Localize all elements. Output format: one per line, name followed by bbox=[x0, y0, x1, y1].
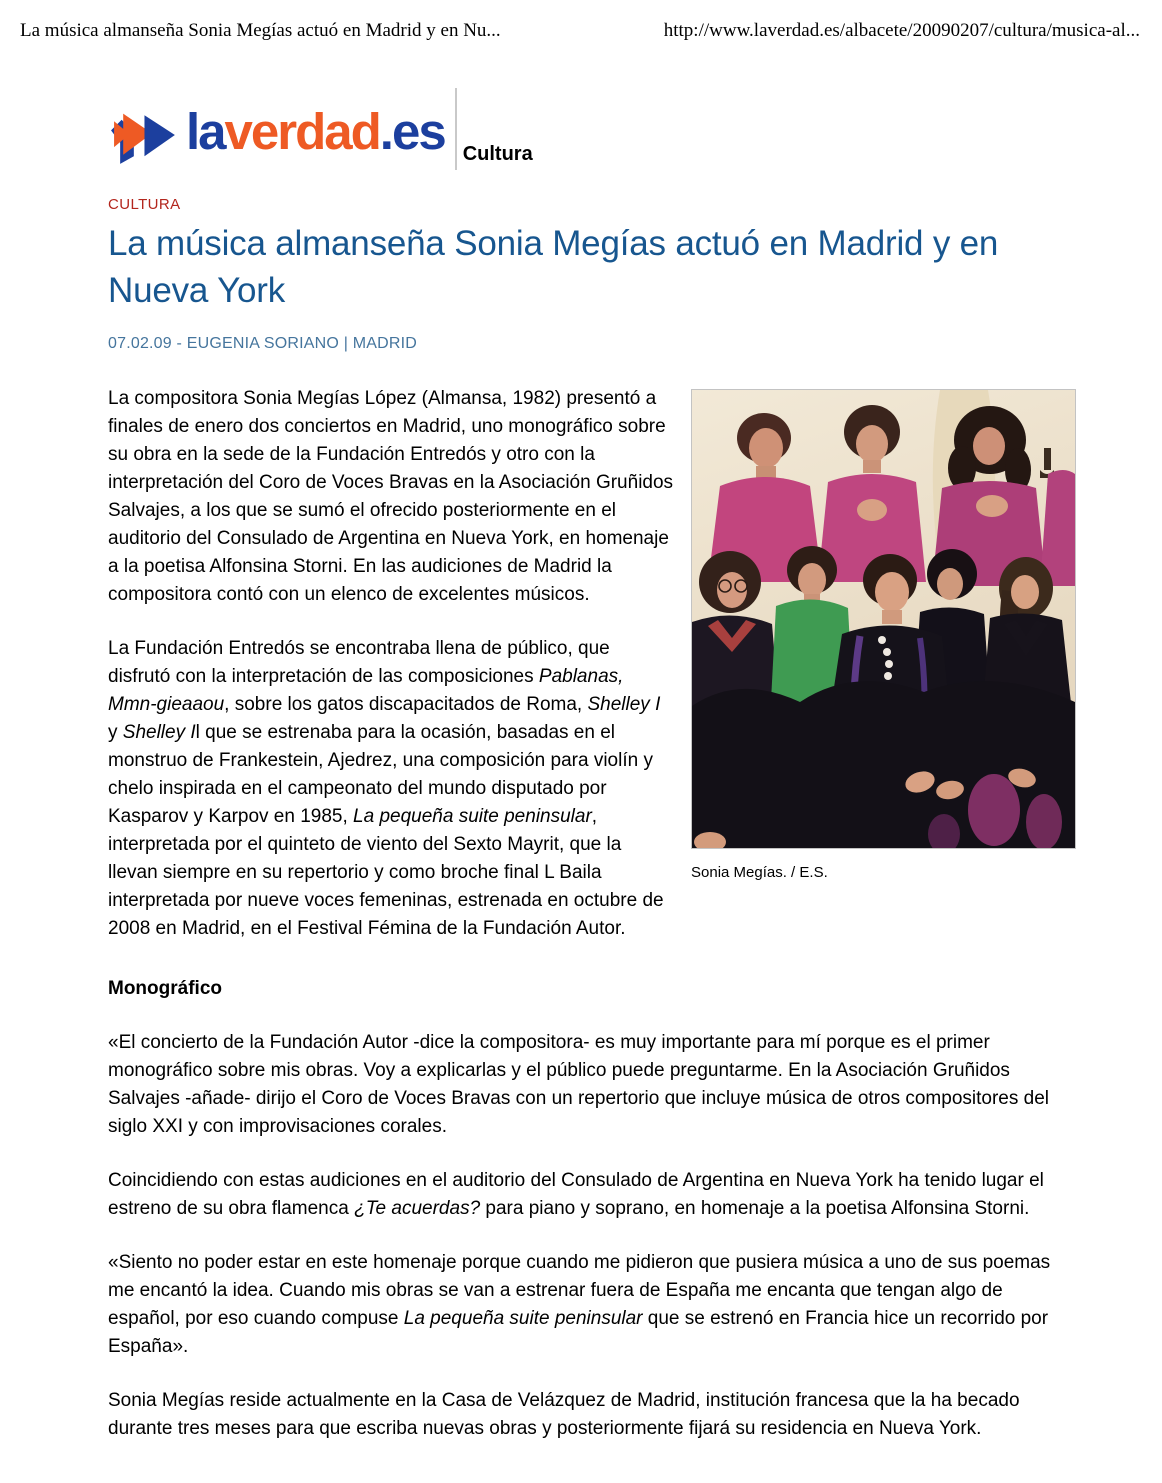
article-photo bbox=[691, 389, 1076, 849]
article-body bbox=[108, 385, 1076, 1443]
laverdad-arrows-icon bbox=[108, 100, 184, 170]
article-paragraph-3: «El concierto de la Fundación Autor -dice la compositora- es muy importante para mí porque es el primer monográfico sobre mis obras. Voy a explicarlas y el público puede preguntarme. En la Asociación Gruñidos Salvajes -añade- dirijo el Coro de Voces Bravas con un repertorio que incluye música de otros compositores del siglo XXI y con improvisaciones corales. bbox=[108, 1031, 1049, 1137]
article-paragraph-5: «Siento no poder estar en este homenaje porque cuando me pidieron que pusiera música a uno de sus poemas me encantó la idea. Cuando mis obras se van a estrenar fuera de España me encanta que tengan algo de español, por eso cuando compuse La pequeña suite peninsular que se estrenó en Francia hice un recorrido por España». bbox=[108, 1251, 1051, 1357]
article-kicker[interactable]: CULTURA bbox=[108, 196, 181, 213]
logo-dot: . bbox=[379, 102, 392, 160]
masthead-section-label[interactable]: Cultura bbox=[462, 143, 533, 165]
laverdad-logo[interactable] bbox=[108, 100, 445, 170]
masthead bbox=[108, 88, 1162, 170]
article-paragraph-1: La compositora Sonia Megías López (Almansa, 1982) presentó a finales de enero dos conciertos en Madrid, uno monográfico sobre su obra en la sede de la Fundación Entredós y otro con la interpretación del Coro de Voces Bravas en la Asociación Gruñidos Salvajes, a los que se sumó el ofrecido posteriormente en el auditorio del Consulado de Argentina en Nueva York, en homenaje a la poetisa Alfonsina Storni. En las audiciones de Madrid la compositora contó con un elenco de excelentes músicos. bbox=[108, 387, 674, 605]
laverdad-logo-text bbox=[186, 102, 445, 165]
article-title: La música almanseña Sonia Megías actuó en Madrid y en Nueva York bbox=[108, 224, 999, 310]
article-photo-figure bbox=[691, 389, 1076, 887]
article-byline: 07.02.09 - EUGENIA SORIANO | MADRID bbox=[108, 334, 418, 352]
article-paragraph-4: Coincidiendo con estas audiciones en el auditorio del Consulado de Argentina en Nueva York ha tenido lugar el estreno de su obra flamenca ¿Te acuerdas? para piano y soprano, en homenaje a la poetisa Alfonsina Storni. bbox=[108, 1169, 1044, 1219]
print-header-title: La música almanseña Sonia Megías actuó en Madrid y en Nu... bbox=[20, 20, 501, 41]
logo-la: la bbox=[186, 102, 225, 160]
print-header-url: http://www.laverdad.es/albacete/20090207/cultura/musica-al... bbox=[663, 20, 1140, 41]
article-subheading: Monográfico bbox=[108, 977, 222, 999]
photo-caption: Sonia Megías. / E.S. bbox=[691, 863, 828, 881]
article-paragraph-2: La Fundación Entredós se encontraba llena de público, que disfrutó con la interpretación de las composiciones Pablanas, Mmn-gieaaou, sobre los gatos discapacitados de Roma, Shelley I y Shelley Il que se estrenaba para la ocasión, basadas en el monstruo de Frankestein, Ajedrez, una composición para violín y chelo inspirada en el campeonato del mundo disputado por Kasparov y Karpov en 1985, La pequeña suite peninsular, interpretada por el quinteto de viento del Sexto Mayrit, que la llevan siempre en su repertorio y como broche final L Baila interpretada por nueve voces femeninas, estrenada en octubre de 2008 en Madrid, en el Festival Fémina de la Fundación Autor. bbox=[108, 637, 664, 939]
article-paragraph-6: Sonia Megías reside actualmente en la Casa de Velázquez de Madrid, institución francesa que la ha becado durante tres meses para que escriba nuevas obras y posteriormente fijará su residencia en Nueva York. bbox=[108, 1389, 1020, 1439]
logo-verdad: verdad bbox=[224, 102, 380, 160]
print-header bbox=[0, 0, 1162, 42]
logo-es: es bbox=[391, 102, 445, 160]
